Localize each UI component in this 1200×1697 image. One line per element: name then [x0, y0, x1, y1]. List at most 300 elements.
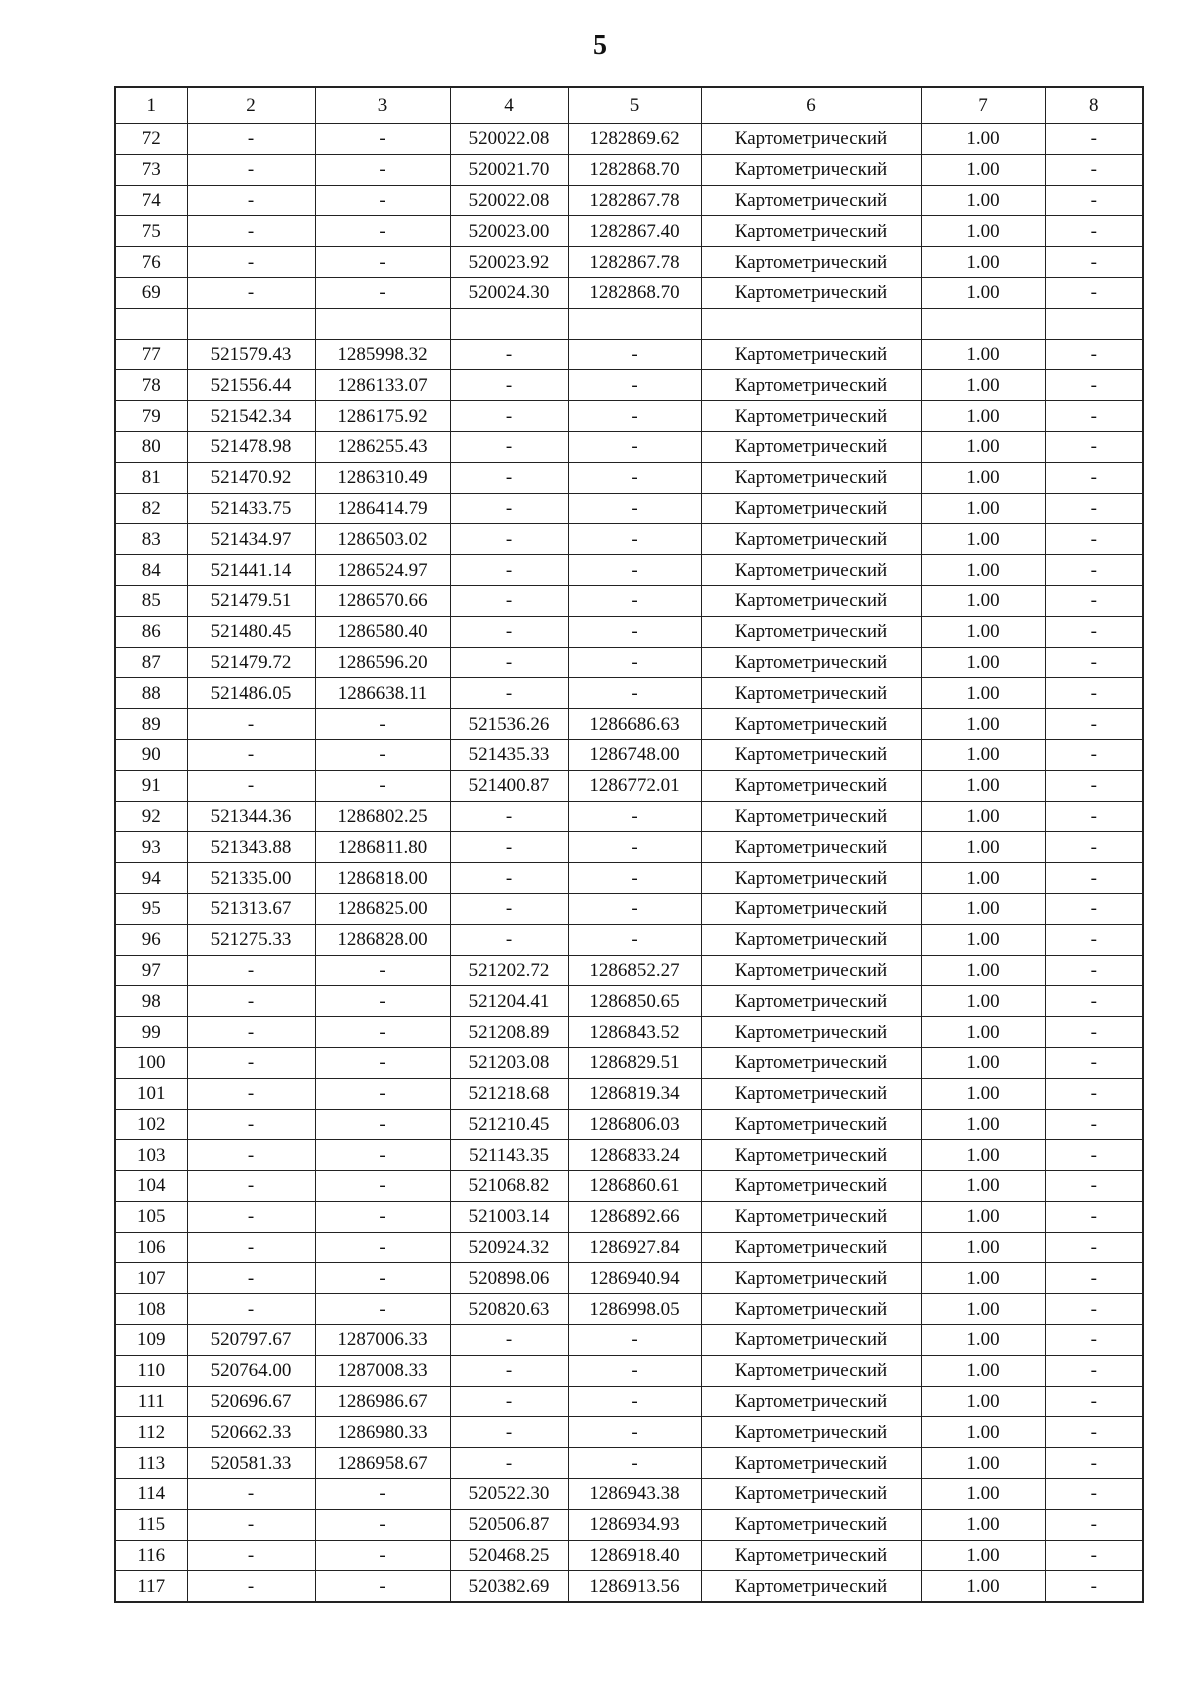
table-cell: 82	[115, 493, 187, 524]
table-cell: Картометрический	[701, 739, 921, 770]
table-cell: 521068.82	[450, 1171, 568, 1202]
table-cell: 1.00	[921, 585, 1045, 616]
table-cell: 1286638.11	[315, 678, 450, 709]
table-cell: 520924.32	[450, 1232, 568, 1263]
table-cell: 521486.05	[187, 678, 315, 709]
table-cell: -	[1045, 709, 1143, 740]
table-cell: 1282867.78	[568, 185, 701, 216]
table-cell: -	[187, 1017, 315, 1048]
table-cell: 520382.69	[450, 1571, 568, 1602]
table-cell: -	[568, 585, 701, 616]
table-cell: 521344.36	[187, 801, 315, 832]
table-cell: -	[1045, 277, 1143, 308]
table-cell: 1.00	[921, 678, 1045, 709]
table-cell: -	[450, 1325, 568, 1356]
table-cell: 98	[115, 986, 187, 1017]
table-cell: -	[1045, 124, 1143, 155]
table-cell: Картометрический	[701, 832, 921, 863]
table-cell: -	[315, 185, 450, 216]
table-cell: 104	[115, 1171, 187, 1202]
table-cell: 115	[115, 1509, 187, 1540]
table-cell: -	[1045, 1479, 1143, 1510]
table-cell: 1286934.93	[568, 1509, 701, 1540]
table-row	[115, 863, 1143, 894]
table-cell: -	[315, 1109, 450, 1140]
table-cell: 521478.98	[187, 431, 315, 462]
table-cell: 1.00	[921, 1232, 1045, 1263]
table-cell: Картометрический	[701, 678, 921, 709]
table-cell: 109	[115, 1325, 187, 1356]
table-cell: 521313.67	[187, 893, 315, 924]
table-cell: -	[568, 616, 701, 647]
table-row	[115, 1017, 1143, 1048]
table-cell: -	[1045, 616, 1143, 647]
table-cell: 1286913.56	[568, 1571, 701, 1602]
table-cell: 1.00	[921, 1417, 1045, 1448]
table-cell: 1.00	[921, 555, 1045, 586]
table-row	[115, 1109, 1143, 1140]
table-cell: Картометрический	[701, 709, 921, 740]
table-cell	[1045, 308, 1143, 339]
table-cell: -	[187, 1047, 315, 1078]
table-cell: 520022.08	[450, 124, 568, 155]
table-cell: 1286806.03	[568, 1109, 701, 1140]
table-cell: 1.00	[921, 616, 1045, 647]
table-cell: -	[187, 154, 315, 185]
table-cell: -	[315, 709, 450, 740]
table-cell: 1286748.00	[568, 739, 701, 770]
table-cell: -	[315, 770, 450, 801]
table-cell: 69	[115, 277, 187, 308]
table-cell: 520522.30	[450, 1479, 568, 1510]
table-cell: 100	[115, 1047, 187, 1078]
coordinates-table	[114, 86, 1144, 1603]
table-cell: Картометрический	[701, 893, 921, 924]
table-cell: Картометрический	[701, 185, 921, 216]
table-row	[115, 493, 1143, 524]
table-cell: 520581.33	[187, 1448, 315, 1479]
table-cell: -	[1045, 1171, 1143, 1202]
table-cell: -	[568, 924, 701, 955]
table-cell: 1286943.38	[568, 1479, 701, 1510]
table-cell: -	[450, 616, 568, 647]
column-header-7: 7	[921, 87, 1045, 124]
table-cell: -	[450, 555, 568, 586]
table-cell: 1.00	[921, 1479, 1045, 1510]
table-cell: Картометрический	[701, 401, 921, 432]
table-cell: 1.00	[921, 431, 1045, 462]
column-header-4: 4	[450, 87, 568, 124]
table-cell: 521579.43	[187, 339, 315, 370]
table-cell: 1.00	[921, 493, 1045, 524]
table-cell: -	[1045, 893, 1143, 924]
table-row	[115, 709, 1143, 740]
table-cell: 521470.92	[187, 462, 315, 493]
table-row	[115, 1201, 1143, 1232]
table-cell: 1.00	[921, 339, 1045, 370]
table-cell: 91	[115, 770, 187, 801]
table-cell: 1.00	[921, 801, 1045, 832]
table-cell: -	[1045, 1325, 1143, 1356]
table-row	[115, 216, 1143, 247]
table-cell: -	[315, 1540, 450, 1571]
table-cell: -	[1045, 1417, 1143, 1448]
table-cell: 1286918.40	[568, 1540, 701, 1571]
table-cell: -	[1045, 832, 1143, 863]
table-row	[115, 431, 1143, 462]
table-cell: -	[568, 678, 701, 709]
table-cell: 79	[115, 401, 187, 432]
table-cell: -	[568, 1448, 701, 1479]
page-number: 5	[593, 30, 607, 61]
table-cell: 1.00	[921, 863, 1045, 894]
table-cell: Картометрический	[701, 277, 921, 308]
table-cell: 1286596.20	[315, 647, 450, 678]
table-cell: -	[450, 524, 568, 555]
table-cell: -	[315, 1017, 450, 1048]
table-cell: 1.00	[921, 647, 1045, 678]
table-cell: Картометрический	[701, 339, 921, 370]
table-cell: Картометрический	[701, 1201, 921, 1232]
table-cell: 114	[115, 1479, 187, 1510]
table-cell: 521003.14	[450, 1201, 568, 1232]
table-cell: 76	[115, 247, 187, 278]
table-cell: -	[1045, 1448, 1143, 1479]
table-cell: 1.00	[921, 1386, 1045, 1417]
table-cell: 87	[115, 647, 187, 678]
table-cell: 520022.08	[450, 185, 568, 216]
table-cell: 1286818.00	[315, 863, 450, 894]
table-cell: 93	[115, 832, 187, 863]
table-cell: -	[450, 924, 568, 955]
table-cell: -	[315, 216, 450, 247]
table-cell	[187, 308, 315, 339]
table-cell: 521542.34	[187, 401, 315, 432]
table-cell: -	[1045, 370, 1143, 401]
table-cell: -	[315, 1509, 450, 1540]
table-cell: 521218.68	[450, 1078, 568, 1109]
table-cell: 520468.25	[450, 1540, 568, 1571]
table-cell: 1.00	[921, 739, 1045, 770]
table-cell: 102	[115, 1109, 187, 1140]
table-cell: -	[1045, 955, 1143, 986]
table-cell: 1286819.34	[568, 1078, 701, 1109]
table-cell: 1.00	[921, 1325, 1045, 1356]
table-cell: -	[187, 1571, 315, 1602]
table-cell: -	[1045, 924, 1143, 955]
table-cell: 92	[115, 801, 187, 832]
table-cell: -	[1045, 1355, 1143, 1386]
table-cell: 1.00	[921, 1540, 1045, 1571]
table-cell: 1286772.01	[568, 770, 701, 801]
table-cell: 88	[115, 678, 187, 709]
table-cell: 1.00	[921, 277, 1045, 308]
table-cell: -	[1045, 493, 1143, 524]
table-cell: 1286927.84	[568, 1232, 701, 1263]
table-cell: 1.00	[921, 154, 1045, 185]
table-cell: -	[187, 1263, 315, 1294]
table-cell: 75	[115, 216, 187, 247]
table-cell: 1282868.70	[568, 154, 701, 185]
table-cell: 521143.35	[450, 1140, 568, 1171]
table-cell: -	[187, 986, 315, 1017]
table-cell: -	[1045, 154, 1143, 185]
table-row	[115, 585, 1143, 616]
table-cell: -	[450, 647, 568, 678]
table-row	[115, 893, 1143, 924]
table-cell: -	[1045, 1078, 1143, 1109]
table-row	[115, 247, 1143, 278]
table-cell: 1.00	[921, 247, 1045, 278]
table-cell: 74	[115, 185, 187, 216]
table-cell: 1286580.40	[315, 616, 450, 647]
table-cell: -	[1045, 216, 1143, 247]
table-cell: 1286892.66	[568, 1201, 701, 1232]
table-row	[115, 1386, 1143, 1417]
table-row	[115, 678, 1143, 709]
table-cell: -	[450, 585, 568, 616]
table-cell: Картометрический	[701, 647, 921, 678]
table-cell: Картометрический	[701, 1509, 921, 1540]
table-cell: 521210.45	[450, 1109, 568, 1140]
table-cell: -	[187, 955, 315, 986]
table-cell: 1.00	[921, 770, 1045, 801]
table-row	[115, 770, 1143, 801]
table-cell: 521275.33	[187, 924, 315, 955]
table-cell: -	[450, 893, 568, 924]
table-cell: 1282867.78	[568, 247, 701, 278]
table-cell: 95	[115, 893, 187, 924]
table-cell: Картометрический	[701, 154, 921, 185]
table-cell: -	[187, 1509, 315, 1540]
table-cell: 99	[115, 1017, 187, 1048]
table-cell: -	[568, 863, 701, 894]
table-cell: 1.00	[921, 1448, 1045, 1479]
column-header-6: 6	[701, 87, 921, 124]
table-cell: -	[1045, 770, 1143, 801]
table-cell: -	[187, 770, 315, 801]
table-cell: 1.00	[921, 124, 1045, 155]
table-cell: 110	[115, 1355, 187, 1386]
table-cell: 83	[115, 524, 187, 555]
table-cell: 521433.75	[187, 493, 315, 524]
table-cell: -	[568, 431, 701, 462]
table-cell: -	[1045, 1109, 1143, 1140]
table-cell: -	[568, 462, 701, 493]
table-cell: -	[1045, 1017, 1143, 1048]
table-cell: 113	[115, 1448, 187, 1479]
table-cell: -	[315, 1140, 450, 1171]
table-cell: 1.00	[921, 216, 1045, 247]
table-cell: -	[450, 863, 568, 894]
table-row	[115, 185, 1143, 216]
table-cell: 1.00	[921, 1109, 1045, 1140]
table-cell: 1.00	[921, 1355, 1045, 1386]
table-cell: -	[187, 1540, 315, 1571]
table-cell: -	[1045, 1386, 1143, 1417]
table-cell: 1286833.24	[568, 1140, 701, 1171]
table-cell: Картометрический	[701, 863, 921, 894]
table-cell: -	[568, 524, 701, 555]
table-cell: 1.00	[921, 924, 1045, 955]
table-cell: -	[450, 431, 568, 462]
table-cell: Картометрический	[701, 1171, 921, 1202]
table-cell: -	[187, 1479, 315, 1510]
table-cell: Картометрический	[701, 370, 921, 401]
table-cell: 94	[115, 863, 187, 894]
table-cell: -	[187, 1078, 315, 1109]
table-cell: 1286958.67	[315, 1448, 450, 1479]
table-cell: -	[568, 493, 701, 524]
table-cell: -	[315, 1232, 450, 1263]
table-row	[115, 1355, 1143, 1386]
table-cell: 1282868.70	[568, 277, 701, 308]
column-header-5: 5	[568, 87, 701, 124]
table-row	[115, 154, 1143, 185]
table-cell: 520696.67	[187, 1386, 315, 1417]
column-header-2: 2	[187, 87, 315, 124]
table-cell: 520506.87	[450, 1509, 568, 1540]
table-cell	[315, 308, 450, 339]
table-row	[115, 1417, 1143, 1448]
table-cell: Картометрический	[701, 124, 921, 155]
table-cell: 1286825.00	[315, 893, 450, 924]
table-cell: 521343.88	[187, 832, 315, 863]
table-cell: 1.00	[921, 1140, 1045, 1171]
table-body	[115, 87, 1143, 1602]
table-cell: 1286686.63	[568, 709, 701, 740]
table-cell: 521434.97	[187, 524, 315, 555]
table-cell: -	[1045, 524, 1143, 555]
table-cell: 1286860.61	[568, 1171, 701, 1202]
table-row	[115, 1540, 1143, 1571]
table-cell: -	[450, 801, 568, 832]
table-cell: 1286940.94	[568, 1263, 701, 1294]
table-cell: 78	[115, 370, 187, 401]
table-cell: 520797.67	[187, 1325, 315, 1356]
table-cell: 1286310.49	[315, 462, 450, 493]
table-cell: 521479.72	[187, 647, 315, 678]
table-cell: -	[1045, 431, 1143, 462]
table-cell: -	[187, 1140, 315, 1171]
table-cell: -	[1045, 739, 1143, 770]
table-cell: Картометрический	[701, 1540, 921, 1571]
table-cell: 1286524.97	[315, 555, 450, 586]
table-cell: Картометрический	[701, 1479, 921, 1510]
table-cell: -	[1045, 1540, 1143, 1571]
header-row	[115, 87, 1143, 124]
table-cell: 1.00	[921, 893, 1045, 924]
table-row	[115, 1325, 1143, 1356]
table-cell: 1286828.00	[315, 924, 450, 955]
table-row	[115, 986, 1143, 1017]
table-cell: -	[1045, 986, 1143, 1017]
table-cell: 1286570.66	[315, 585, 450, 616]
table-cell: 103	[115, 1140, 187, 1171]
table-cell: 89	[115, 709, 187, 740]
table-row	[115, 1571, 1143, 1602]
table-cell: 1.00	[921, 1201, 1045, 1232]
table-cell: -	[1045, 1263, 1143, 1294]
table-cell: -	[187, 185, 315, 216]
table-cell: Картометрический	[701, 1017, 921, 1048]
table-cell	[921, 308, 1045, 339]
table-cell: -	[187, 1171, 315, 1202]
table-cell: Картометрический	[701, 462, 921, 493]
table-cell: 1.00	[921, 370, 1045, 401]
table-cell: -	[187, 247, 315, 278]
table-cell: 73	[115, 154, 187, 185]
table-cell: 101	[115, 1078, 187, 1109]
table-row	[115, 1078, 1143, 1109]
table-cell: -	[1045, 1140, 1143, 1171]
table-cell: 1286255.43	[315, 431, 450, 462]
table-cell: 521335.00	[187, 863, 315, 894]
table-cell: Картометрический	[701, 216, 921, 247]
table-row	[115, 647, 1143, 678]
table-cell: Картометрический	[701, 616, 921, 647]
table-row	[115, 339, 1143, 370]
table-row	[115, 616, 1143, 647]
table-cell: -	[568, 401, 701, 432]
table-row	[115, 739, 1143, 770]
table-cell: -	[187, 216, 315, 247]
table-cell: -	[1045, 801, 1143, 832]
table-cell: 1282867.40	[568, 216, 701, 247]
table-cell: Картометрический	[701, 493, 921, 524]
table-cell: -	[187, 277, 315, 308]
table-cell: 85	[115, 585, 187, 616]
table-cell: 1286414.79	[315, 493, 450, 524]
table-row	[115, 1232, 1143, 1263]
table-cell: Картометрический	[701, 1417, 921, 1448]
table-cell: -	[1045, 555, 1143, 586]
table-cell: 1.00	[921, 832, 1045, 863]
table-cell: 72	[115, 124, 187, 155]
table-cell: -	[568, 832, 701, 863]
table-row	[115, 1263, 1143, 1294]
table-cell: 1287008.33	[315, 1355, 450, 1386]
table-cell: Картометрический	[701, 585, 921, 616]
table-cell: -	[450, 493, 568, 524]
table-row	[115, 955, 1143, 986]
table-cell: -	[450, 1417, 568, 1448]
table-cell: -	[315, 124, 450, 155]
table-cell: Картометрический	[701, 1386, 921, 1417]
table-cell: 520764.00	[187, 1355, 315, 1386]
table-cell: 1.00	[921, 1047, 1045, 1078]
table-cell: 1.00	[921, 401, 1045, 432]
table-cell: 107	[115, 1263, 187, 1294]
table-cell: -	[568, 370, 701, 401]
table-cell: Картометрический	[701, 986, 921, 1017]
table-cell: 105	[115, 1201, 187, 1232]
table-cell: Картометрический	[701, 1355, 921, 1386]
table-cell: -	[315, 1479, 450, 1510]
table-cell: 1.00	[921, 709, 1045, 740]
table-cell: Картометрический	[701, 431, 921, 462]
table-cell: -	[315, 1571, 450, 1602]
table-cell: 80	[115, 431, 187, 462]
table-cell: 97	[115, 955, 187, 986]
table-cell: 520023.00	[450, 216, 568, 247]
table-cell: 521203.08	[450, 1047, 568, 1078]
table-cell: 521556.44	[187, 370, 315, 401]
table-cell: 521202.72	[450, 955, 568, 986]
table-row	[115, 462, 1143, 493]
table-cell: -	[1045, 1047, 1143, 1078]
table-cell: -	[450, 1355, 568, 1386]
